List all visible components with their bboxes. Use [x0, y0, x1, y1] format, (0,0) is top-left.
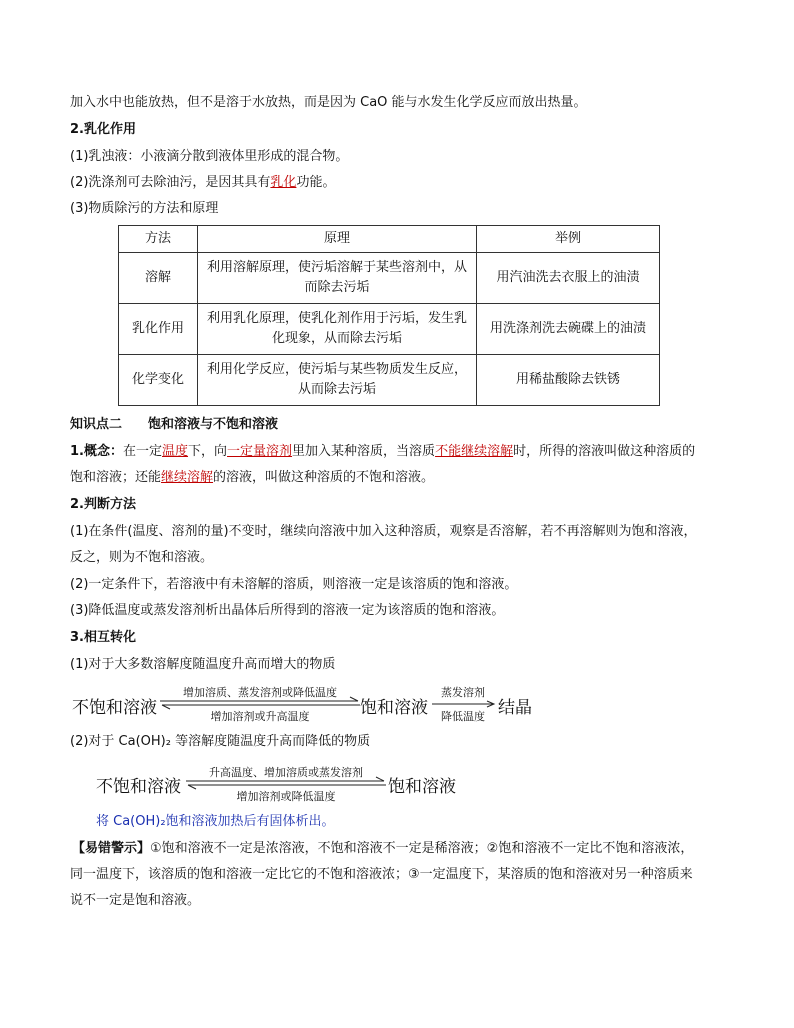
header-principle: 原理: [198, 226, 477, 253]
concept-text: 饱和溶液；还能: [70, 470, 162, 485]
p2-red: 乳化: [270, 175, 297, 190]
crystallize-bottom-condition: 降低温度: [441, 710, 485, 723]
methods-table: [118, 225, 660, 406]
conv-1: (1)对于大多数溶解度随温度升高而增大的物质: [70, 657, 336, 672]
table-row: [119, 304, 660, 355]
reverse-condition: 增加溶剂或升高温度: [210, 710, 310, 723]
concept-red: 继续溶解: [161, 470, 214, 485]
principle-line: 而除去污垢: [304, 280, 370, 295]
right-arrow-icon: [432, 701, 496, 709]
saturated-label: 饱和溶液: [388, 777, 456, 797]
warning-line-3: 说不一定是饱和溶液。: [70, 893, 201, 908]
principle-line: 利用乳化原理，使乳化剂作用于污垢，发生乳: [206, 311, 467, 326]
header-example: 举例: [477, 226, 660, 253]
concept-red: 一定量溶剂: [227, 444, 293, 459]
unsaturated-label: 不饱和溶液: [96, 777, 181, 797]
concept-red: 温度: [162, 444, 189, 459]
header-method: 方法: [119, 226, 198, 253]
table-row: [119, 355, 660, 406]
warning-line-1: [72, 840, 693, 858]
judge-2: (2)一定条件下，若溶液中有未溶解的溶质，则溶液一定是该溶质的饱和溶液。: [70, 577, 518, 592]
principle-line: 利用溶解原理，使污垢溶解于某些溶剂中，从: [206, 260, 467, 275]
emulsify-p3: (3)物质除污的方法和原理: [70, 201, 219, 216]
emulsify-p1: (1)乳浊液：小液滴分散到液体里形成的混合物。: [70, 149, 349, 164]
forward-condition: 增加溶质、蒸发溶剂或降低温度: [183, 686, 337, 699]
unsaturated-label: 不饱和溶液: [72, 698, 157, 718]
reverse-condition: 增加溶剂或降低温度: [236, 790, 336, 803]
forward-condition: 升高温度、增加溶质或蒸发溶剂: [209, 766, 363, 779]
concept-text: 的溶液，叫做这种溶质的不饱和溶液。: [213, 470, 435, 485]
principle-line: 利用化学反应，使污垢与某些物质发生反应，: [206, 362, 467, 377]
principle-line: 化现象，从而除去污垢: [271, 331, 402, 346]
judge-1a: (1)在条件(温度、溶剂的量)不变时，继续向溶液中加入这种溶质，观察是否溶解，若不再溶解则为饱和溶液，: [70, 524, 697, 539]
cell-method: 化学变化: [119, 355, 198, 406]
concept-text: 里加入某种溶质，当溶质: [292, 444, 436, 459]
emulsify-p2: [70, 174, 335, 192]
cell-example: 用稀盐酸除去铁锈: [477, 355, 660, 406]
judge-heading: 2.判断方法: [70, 497, 136, 512]
concept-line-2: [70, 469, 434, 487]
concept-text: 时，所得的溶液叫做这种溶质的: [513, 444, 696, 459]
crystal-label: 结晶: [498, 698, 532, 718]
warning-line-2: 同一温度下，该溶质的饱和溶液一定比它的不饱和溶液浓；③一定温度下，某溶质的饱和溶液对另一种溶质来: [70, 867, 693, 882]
judge-1b: 反之，则为不饱和溶液。: [70, 550, 214, 565]
warning-label: 【易错警示】: [72, 841, 151, 856]
concept-text: 在一定: [122, 444, 162, 459]
cell-method: 乳化作用: [119, 304, 198, 355]
concept-red: 不能继续溶解: [435, 444, 514, 459]
concept-label: 1.概念：: [70, 444, 123, 459]
emulsify-heading: 2.乳化作用: [70, 122, 136, 137]
crystallize-top-condition: 蒸发溶剂: [441, 686, 485, 699]
principle-line: 从而除去污垢: [297, 382, 376, 397]
intro-line: 加入水中也能放热，但不是溶于水放热，而是因为 CaO 能与水发生化学反应而放出热量。: [70, 95, 587, 110]
section2-title: 知识点二 饱和溶液与不饱和溶液: [70, 417, 279, 432]
concept-text: 下，向: [188, 444, 228, 459]
double-arrow-icon: [160, 699, 360, 709]
cell-method: 溶解: [119, 253, 198, 304]
cell-example: 用洗涤剂洗去碗碟上的油渍: [477, 304, 660, 355]
cell-principle: [198, 253, 477, 304]
cell-example: 用汽油洗去衣服上的油渍: [477, 253, 660, 304]
double-arrow-icon: [186, 779, 386, 789]
saturated-label: 饱和溶液: [360, 698, 428, 718]
p2-post: 功能。: [296, 175, 336, 190]
table-header-row: [119, 226, 660, 253]
blue-note: 将 Ca(OH)₂饱和溶液加热后有固体析出。: [96, 814, 335, 829]
p2-pre: (2)洗涤剂可去除油污，是因其具有: [70, 175, 271, 190]
judge-3: (3)降低温度或蒸发溶剂析出晶体后所得到的溶液一定为该溶质的饱和溶液。: [70, 603, 505, 618]
concept-line-1: [70, 443, 695, 461]
warning-text: ①饱和溶液不一定是浓溶液，不饱和溶液不一定是稀溶液；②饱和溶液不一定比不饱和溶液浓，: [150, 841, 694, 856]
cell-principle: [198, 304, 477, 355]
conv-2: (2)对于 Ca(OH)₂ 等溶解度随温度升高而降低的物质: [70, 734, 371, 749]
conv-heading: 3.相互转化: [70, 630, 136, 645]
cell-principle: [198, 355, 477, 406]
table-row: [119, 253, 660, 304]
